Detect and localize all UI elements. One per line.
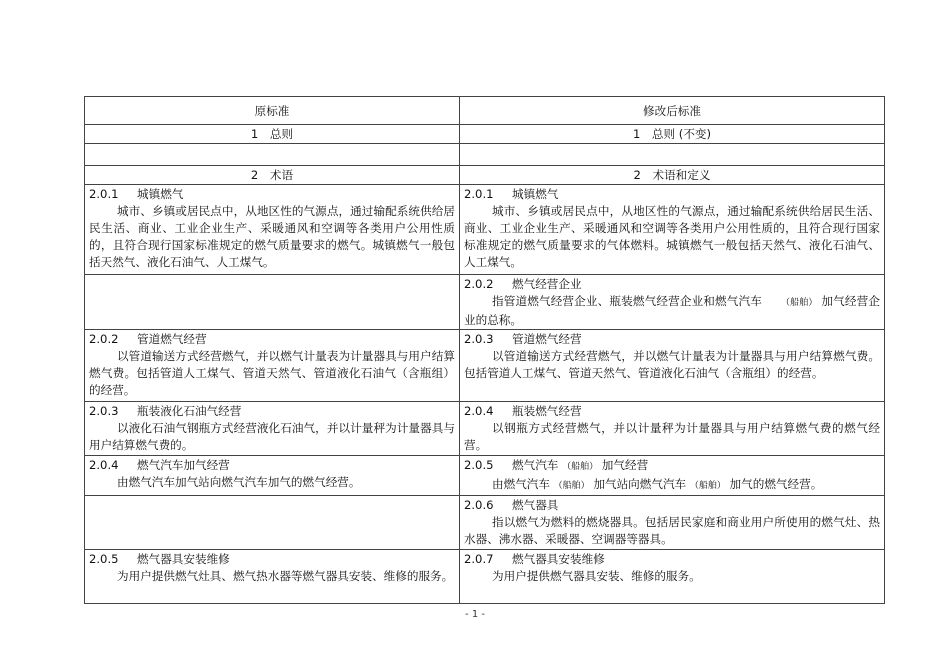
clause-number: 2.0.2	[89, 332, 119, 346]
clause-body: 城市、乡镇或居民点中，从地区性的气源点，通过输配系统供给居民生活、商业、工业企业生产、采暖通风和空调等各类用户公用性质的，且符合现行国家标准规定的燃气质量要求的气体燃料。城镇燃气一般包括天然气、液化石油气、人工煤气。	[464, 204, 880, 269]
entry-cell-left	[85, 456, 460, 496]
section-terms-left: 2 术语	[85, 166, 460, 185]
entry-cell-left	[85, 185, 460, 275]
entry-cell-right	[460, 496, 885, 550]
clause-body	[464, 476, 880, 495]
clause-body-part: 加气经营企业的总称。	[464, 294, 880, 327]
entry-cell-left-empty	[85, 496, 460, 550]
empty-row	[85, 144, 885, 166]
table-row	[85, 402, 885, 456]
empty-cell-left	[85, 144, 460, 166]
clause-title: 城镇燃气	[512, 187, 559, 201]
clause-title-part: 加气经营	[601, 458, 649, 472]
table-header-row	[85, 97, 885, 125]
entry-cell-right	[460, 402, 885, 456]
section-terms-right: 2 术语和定义	[460, 166, 885, 185]
empty-cell-right	[460, 144, 885, 166]
clause-body	[464, 293, 880, 329]
clause-body-small: （船舶）	[553, 481, 590, 491]
clause-body-small: （船舶）	[785, 298, 818, 308]
clause-body: 指以燃气为燃料的燃烧器具。包括居民家庭和商业用户所使用的燃气灶、热水器、沸水器、采暖器、空调器等器具。	[464, 515, 880, 546]
clause-number: 2.0.5	[89, 552, 119, 566]
entry-cell-right	[460, 275, 885, 330]
entry-heading	[464, 497, 880, 514]
clause-title: 燃气器具安装维修	[137, 552, 230, 566]
clause-number: 2.0.4	[464, 404, 494, 418]
table-row	[85, 496, 885, 550]
section-general-left: 1 总则	[85, 125, 460, 144]
header-original-standard: 原标准	[85, 97, 460, 125]
entry-heading	[89, 551, 455, 568]
table-row	[85, 330, 885, 402]
entry-cell-right	[460, 185, 885, 275]
entry-heading	[464, 457, 880, 476]
clause-title: 瓶装燃气经营	[512, 404, 582, 418]
entry-cell-left-empty	[85, 275, 460, 330]
page-number: - 1 -	[465, 609, 485, 620]
entry-cell-right	[460, 550, 885, 604]
clause-body: 城市、乡镇或居民点中，从地区性的气源点，通过输配系统供给居民生活、商业、工业企业生产、采暖通风和空调等各类用户公用性质的，且符合现行国家标准规定的燃气质量要求的燃气。城镇燃气一般包括天然气、液化石油气、人工煤气。	[89, 204, 455, 269]
entry-heading	[464, 403, 880, 420]
table-row	[85, 185, 885, 275]
section-terms-row	[85, 166, 885, 185]
clause-body-part: 加气的燃气经营。	[729, 477, 823, 491]
clause-title: 燃气器具安装维修	[512, 552, 605, 566]
clause-title-small: （船舶）	[562, 462, 599, 472]
clause-title: 瓶装液化石油气经营	[137, 404, 242, 418]
clause-body: 以液化石油气钢瓶方式经营液化石油气，并以计量秤为计量器具与用户结算燃气费的。	[89, 421, 455, 452]
clause-body-part: 由燃气汽车	[492, 477, 550, 491]
clause-body: 为用户提供燃气灶具、燃气热水器等燃气器具安装、维修的服务。	[117, 569, 454, 583]
clause-body: 为用户提供燃气器具安装、维修的服务。	[492, 569, 701, 583]
entry-heading	[89, 186, 455, 203]
entry-cell-left	[85, 330, 460, 402]
clause-body-part: 指管道燃气经营企业、瓶装燃气经营企业和燃气汽车	[492, 294, 762, 308]
entry-heading	[464, 186, 880, 203]
entry-heading	[89, 457, 455, 474]
clause-title: 燃气器具	[512, 498, 559, 512]
entry-heading	[464, 551, 880, 568]
clause-body: 以管道输送方式经营燃气，并以燃气计量表为计量器具与用户结算燃气费。包括管道人工煤气、管道天然气、管道液化石油气（含瓶组）的经营。	[89, 349, 455, 397]
clause-number: 2.0.5	[464, 458, 494, 472]
clause-body: 由燃气汽车加气站向燃气汽车加气的燃气经营。	[117, 475, 361, 489]
clause-number: 2.0.4	[89, 458, 119, 472]
table-row	[85, 275, 885, 330]
clause-number: 2.0.1	[464, 187, 494, 201]
clause-body-part: 加气站向燃气汽车	[593, 477, 687, 491]
clause-number: 2.0.2	[464, 277, 494, 291]
entry-cell-right	[460, 330, 885, 402]
clause-title: 管道燃气经营	[137, 332, 207, 346]
table-row	[85, 550, 885, 604]
section-general-row	[85, 125, 885, 144]
clause-number: 2.0.6	[464, 498, 494, 512]
clause-number: 2.0.7	[464, 552, 494, 566]
table-row	[85, 456, 885, 496]
comparison-table	[84, 96, 885, 604]
clause-title: 燃气经营企业	[512, 277, 582, 291]
clause-number: 2.0.3	[464, 332, 494, 346]
clause-body: 以钢瓶方式经营燃气，并以计量秤为计量器具与用户结算燃气费的燃气经营。	[464, 421, 880, 452]
entry-heading	[89, 403, 455, 420]
header-revised-standard: 修改后标准	[460, 97, 885, 125]
clause-title-part: 燃气汽车	[512, 458, 559, 472]
clause-number: 2.0.3	[89, 404, 119, 418]
clause-number: 2.0.1	[89, 187, 119, 201]
clause-title: 城镇燃气	[137, 187, 184, 201]
clause-title: 管道燃气经营	[512, 332, 582, 346]
clause-body: 以管道输送方式经营燃气，并以燃气计量表为计量器具与用户结算燃气费。包括管道人工煤气、管道天然气、管道液化石油气（含瓶组）的经营。	[464, 349, 880, 380]
entry-cell-left	[85, 550, 460, 604]
section-general-right: 1 总则 (不变)	[460, 125, 885, 144]
entry-cell-right	[460, 456, 885, 496]
clause-title: 燃气汽车加气经营	[137, 458, 230, 472]
entry-cell-left	[85, 402, 460, 456]
entry-heading	[89, 331, 455, 348]
entry-heading	[464, 331, 880, 348]
clause-body-small: （船舶）	[689, 481, 726, 491]
entry-heading	[464, 276, 880, 293]
